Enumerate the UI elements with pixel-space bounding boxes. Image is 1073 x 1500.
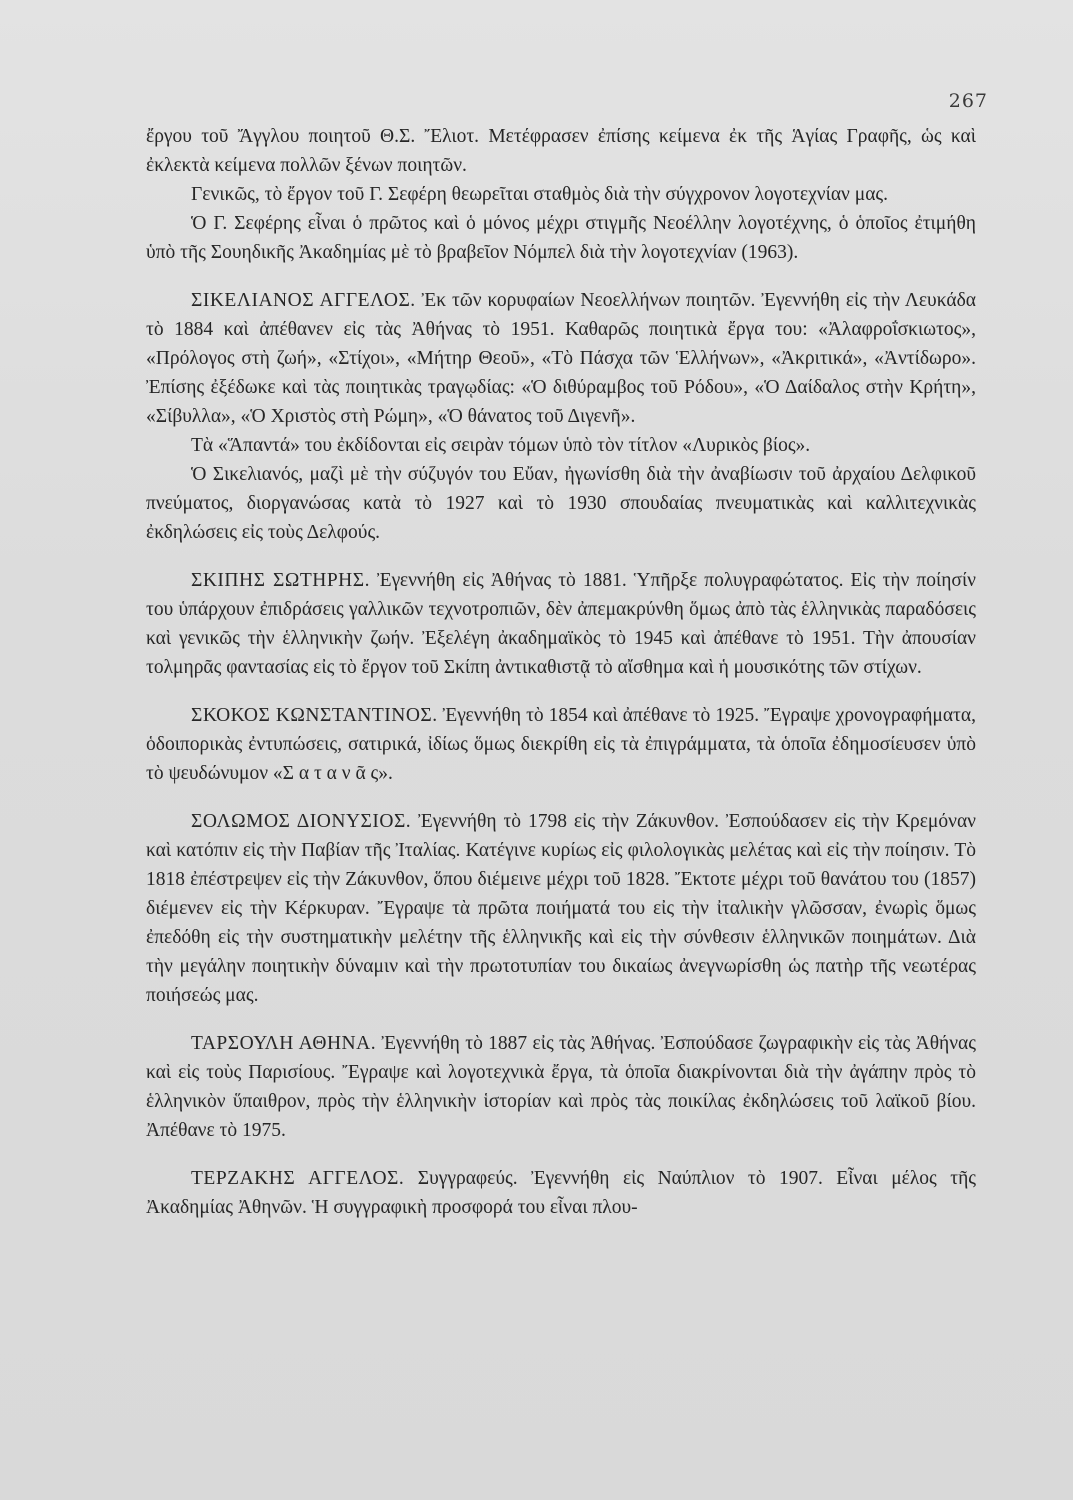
entry-terzakis [146,1164,976,1222]
paragraph-sikelianos-apanta: Τὰ «Ἅπαντά» του ἐκδίδονται εἰς σειρὰν τόμων ὑπὸ τὸν τίτλον «Λυρικὸς βίος». [191,435,811,456]
entry-text: Ἐγεννήθη τὸ 1798 εἰς τὴν Ζάκυνθον. Ἐσπούδασεν εἰς τὴν Κρεμόναν καὶ κατόπιν εἰς τὴν Παβίαν τῆς Ἰταλίας. Κατέγινε κυρίως εἰς φιλολογικὰς μελέτας καὶ εἰς τὴν ποίησιν. Τὸ 1818 ἐπέστρεψεν εἰς τὴν Ζάκυνθον, ὅπου διέμεινε μέχρι τοῦ 1828. Ἔκτοτε μέχρι τοῦ θανάτου του (1857) διέμενεν εἰς τὴν Κέρκυραν. Ἔγραψε τὰ πρῶτα ποιήματά του εἰς τὴν ἰταλικὴν γλῶσσαν, ἐνωρὶς ὅμως ἐπεδόθη εἰς τὴν συστηματικὴν μελέτην τῆς ἑλληνικῆς καὶ εἰς τὴν σύνθεσιν ἑλληνικῶν ποιημάτων. Διὰ τὴν μεγάλην ποιητικὴν δύναμιν καὶ τὴν πρωτοτυπίαν του δικαίως ἀνεγνωρίσθη ὡς πατὴρ τῆς νεωτέρας ποιήσεώς μας. [146,811,976,1006]
entry-skokos [146,701,976,788]
entry-skipis [146,566,976,682]
entry-name: ΣΙΚΕΛΙΑΝΟΣ ΑΓΓΕΛΟΣ. [191,290,416,311]
page-number: 267 [948,90,988,112]
entry-name: ΤΕΡΖΑΚΗΣ ΑΓΓΕΛΟΣ. [191,1168,405,1189]
entry-sikelianos [146,286,976,431]
paragraph-seferis-work: Γενικῶς, τὸ ἔργον τοῦ Γ. Σεφέρη θεωρεῖται σταθμὸς διὰ τὴν σύγχρονον λογοτεχνίαν μας. [191,184,889,205]
entry-name: ΣΟΛΩΜΟΣ ΔΙΟΝΥΣΙΟΣ. [191,811,412,832]
paragraph-seferis-nobel: Ὁ Γ. Σεφέρης εἶναι ὁ πρῶτος καὶ ὁ μόνος μέχρι στιγμῆς Νεοέλλην λογοτέχνης, ὁ ὁποῖος ἐτιμήθη ὑπὸ τῆς Σουηδικῆς Ἀκαδημίας μὲ τὸ βραβεῖον Νόμπελ διὰ τὴν λογοτεχνίαν (1963). [146,213,976,263]
text-body [146,122,976,1222]
entry-text: Ἐκ τῶν κορυφαίων Νεοελλήνων ποιητῶν. Ἐγεννήθη εἰς τὴν Λευκάδα τὸ 1884 καὶ ἀπέθανεν εἰς τὰς Ἀθήνας τὸ 1951. Καθαρῶς ποιητικὰ ἔργα του: «Ἀλαφροΐσκιωτος», «Πρόλογος στὴ ζωή», «Στίχοι», «Μήτηρ Θεοῦ», «Τὸ Πάσχα τῶν Ἑλλήνων», «Ἀκριτικά», «Ἀντίδωρο». Ἐπίσης ἐξέδωκε καὶ τὰς ποιητικὰς τραγῳδίας: «Ὁ διθύραμβος τοῦ Ρόδου», «Ὁ Δαίδαλος στὴν Κρήτη», «Σίβυλλα», «Ὁ Χριστὸς στὴ Ρώμη», «Ὁ θάνατος τοῦ Διγενῆ». [146,290,976,427]
entry-text: Ἐγεννήθη εἰς Ἀθήνας τὸ 1881. Ὑπῆρξε πολυγραφώτατος. Εἰς τὴν ποίησίν του ὑπάρχουν ἐπιδράσεις γαλλικῶν τεχνοτροπιῶν, δὲν ἀπεμακρύνθη ὅμως ἀπὸ τὰς ἑλληνικὰς παραδόσεις καὶ γενικῶς τὴν ἑλληνικὴν ζωήν. Ἐξελέγη ἀκαδημαϊκὸς τὸ 1945 καὶ ἀπέθανε τὸ 1951. Τὴν ἀπουσίαν τολμηρᾶς φαντασίας εἰς τὸ ἔργον τοῦ Σκίπη ἀντικαθιστᾷ τὸ αἴσθημα καὶ ἡ μουσικότης τῶν στίχων. [146,570,977,678]
paragraph-sikelianos-delphi: Ὁ Σικελιανός, μαζὶ μὲ τὴν σύζυγόν του Εὔαν, ἠγωνίσθη διὰ τὴν ἀναβίωσιν τοῦ ἀρχαίου Δελφικοῦ πνεύματος, διοργανώσας κατὰ τὸ 1927 καὶ τὸ 1930 σπουδαίας πνευματικὰς καὶ καλλιτεχνικὰς ἐκδηλώσεις εἰς τοὺς Δελφούς. [146,464,976,543]
entry-text: Ἐγεννήθη τὸ 1854 καὶ ἀπέθανε τὸ 1925. Ἔγραψε χρονογραφήματα, ὁδοιπορικὰς ἐντυπώσεις, σατιρικά, ἰδίως ὅμως διεκρίθη εἰς τὰ ἐπιγράμματα, τὰ ὁποῖα ἐδημοσίευσεν ὑπὸ τὸ ψευδώνυμον «Σ α τ α ν ᾶ ς». [146,705,976,784]
entry-name: ΣΚΟΚΟΣ ΚΩΝΣΤΑΝΤΙΝΟΣ. [191,705,438,726]
paragraph-seferis-continued: ἔργου τοῦ Ἄγγλου ποιητοῦ Θ.Σ. Ἔλιοτ. Μετέφρασεν ἐπίσης κείμενα ἐκ τῆς Ἁγίας Γραφῆς, ὡς καὶ ἐκλεκτὰ κείμενα πολλῶν ξένων ποιητῶν. [146,126,976,176]
entry-tarsouli [146,1029,976,1145]
entry-name: ΣΚΙΠΗΣ ΣΩΤΗΡΗΣ. [191,570,370,591]
entry-text: Ἐγεννήθη τὸ 1887 εἰς τὰς Ἀθήνας. Ἐσπούδασε ζωγραφικὴν εἰς τὰς Ἀθήνας καὶ εἰς τοὺς Παρισίους. Ἔγραψε καὶ λογοτεχνικὰ ἔργα, τὰ ὁποῖα διακρίνονται διὰ τὴν ἀγάπην πρὸς τὸ ἑλληνικὸν ὕπαιθρον, πρὸς τὴν ἑλληνικὴν ἱστορίαν καὶ πρὸς τὰς ποικίλας ἐκδηλώσεις τοῦ λαϊκοῦ βίου. Ἀπέθανε τὸ 1975. [146,1033,976,1141]
entry-solomos [146,807,976,1010]
entry-name: ΤΑΡΣΟΥΛΗ ΑΘΗΝΑ. [191,1033,377,1054]
entry-text: Συγγραφεύς. Ἐγεννήθη εἰς Ναύπλιον τὸ 1907. Εἶναι μέλος τῆς Ἀκαδημίας Ἀθηνῶν. Ἡ συγγραφικὴ προσφορά του εἶναι πλου- [146,1168,976,1218]
